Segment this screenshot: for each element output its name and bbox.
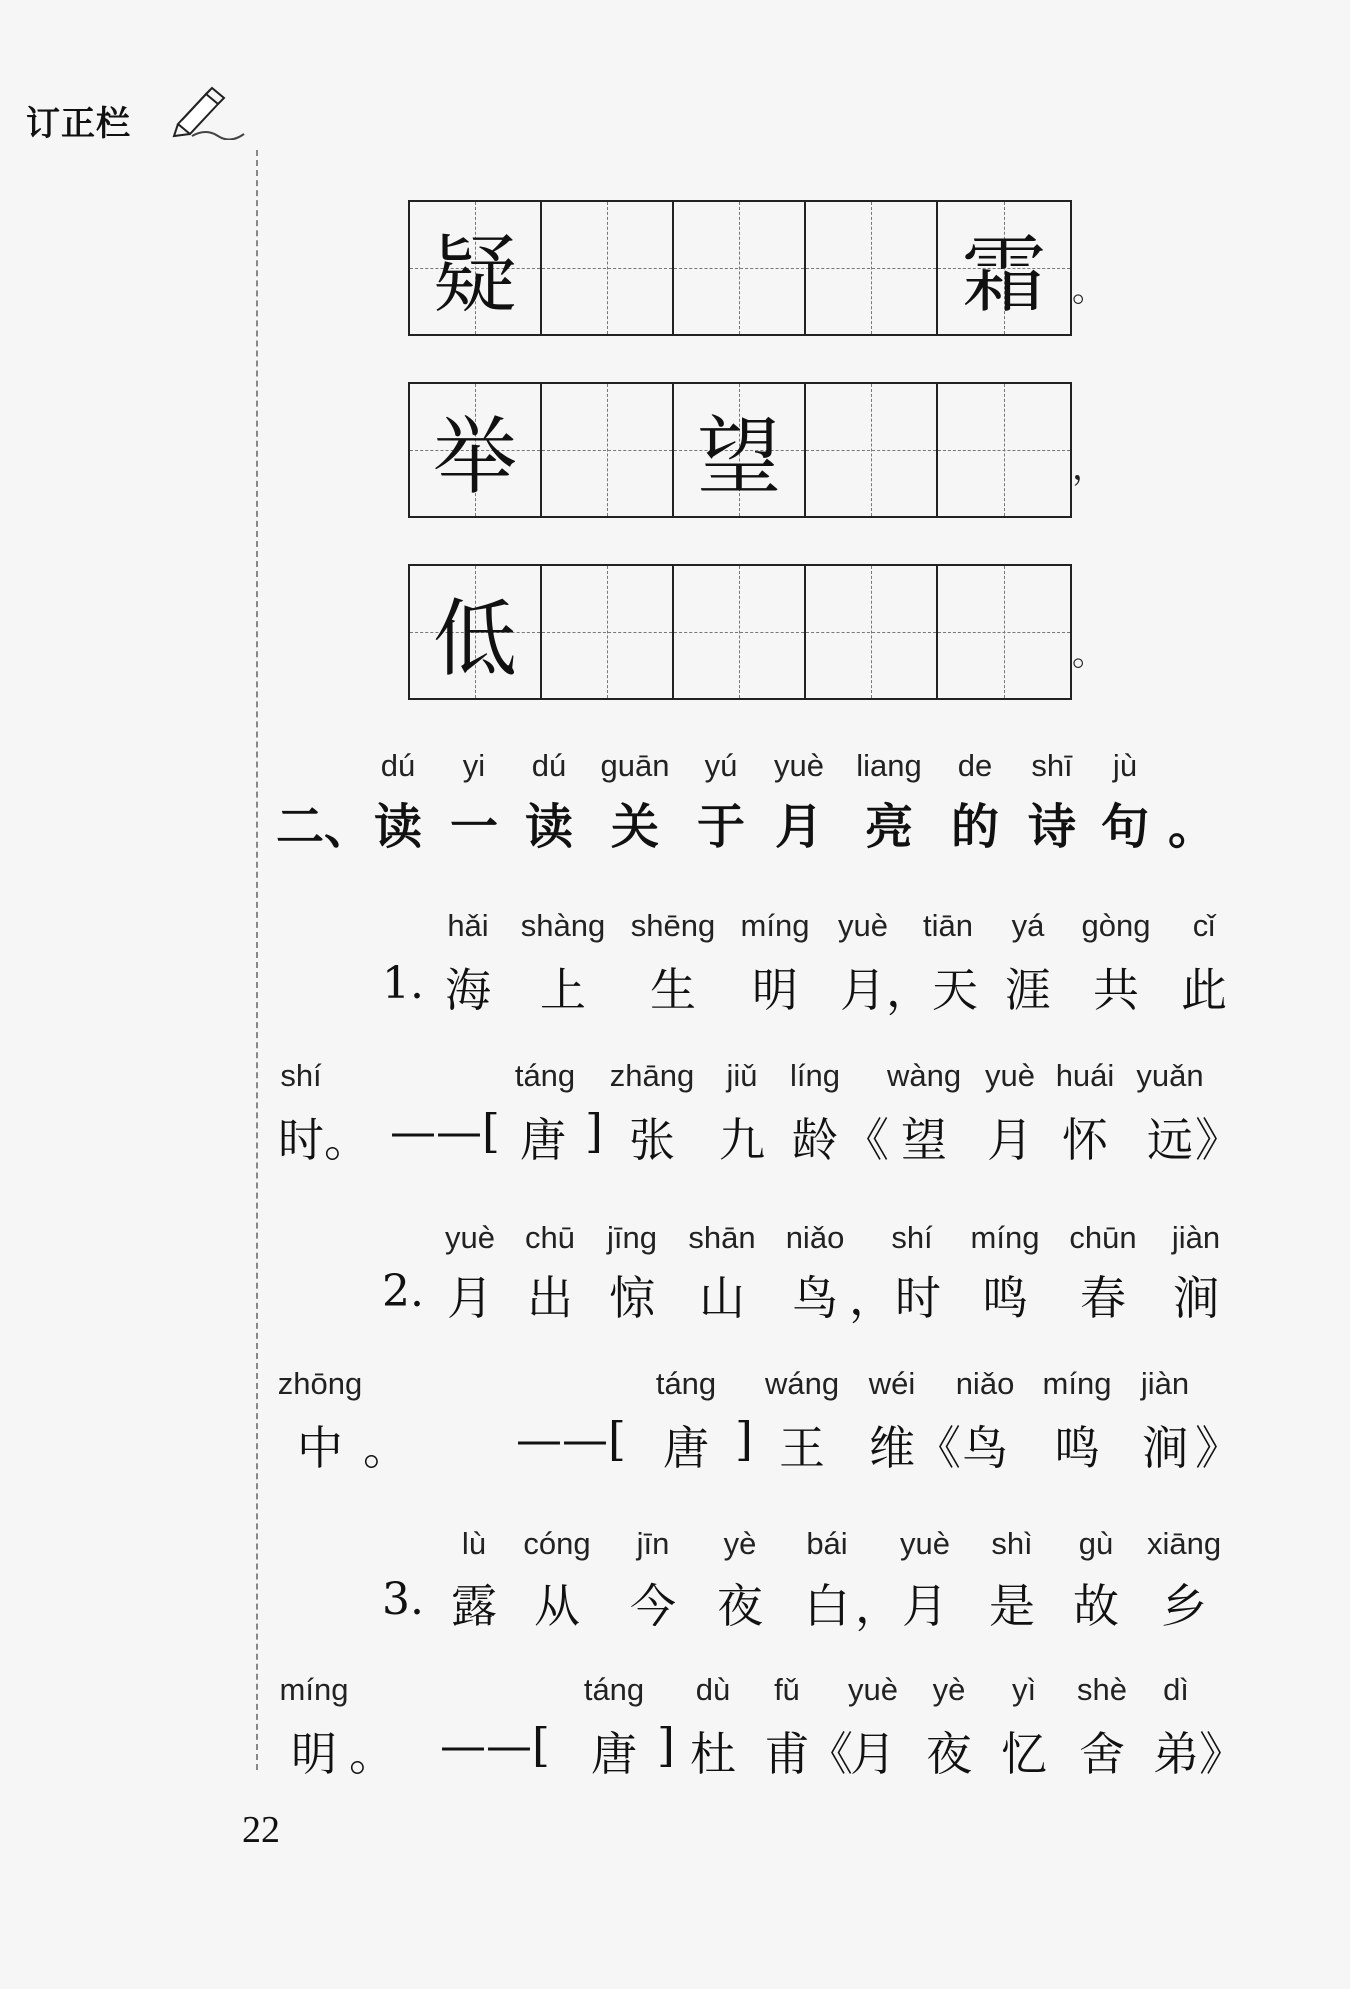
pinyin: jiàn xyxy=(1140,1366,1190,1401)
writing-grid-2 xyxy=(408,382,1072,518)
poem-char: 涧 xyxy=(1173,1271,1219,1325)
pinyin: yuè xyxy=(838,908,888,943)
pinyin: míng xyxy=(279,1672,349,1707)
grid-cell[interactable] xyxy=(542,202,674,334)
grid-punctuation: ， xyxy=(1072,448,1106,488)
pinyin: tiān xyxy=(923,908,973,943)
pinyin: míng xyxy=(970,1220,1040,1255)
title-char: 忆 xyxy=(1001,1727,1047,1781)
author-char: 九 xyxy=(719,1113,765,1167)
pinyin: wàng xyxy=(886,1058,962,1093)
pinyin: yuè xyxy=(985,1058,1035,1093)
pinyin: míng xyxy=(740,908,810,943)
pencil-icon xyxy=(170,80,250,140)
grid-punctuation: 。 xyxy=(1072,634,1106,674)
title-char: 亮 xyxy=(864,799,914,855)
attribution-dash: ——[ xyxy=(390,1104,500,1158)
bracket: 《 xyxy=(915,1421,961,1475)
pinyin: yuǎn xyxy=(1136,1058,1204,1093)
title-char: 舍 xyxy=(1079,1727,1125,1781)
pinyin: yú xyxy=(704,748,738,783)
grid-char xyxy=(674,566,804,698)
poem-char: ，天 xyxy=(886,963,978,1017)
title-char: 望 xyxy=(901,1113,947,1167)
title-char: 鸣 xyxy=(1054,1421,1100,1475)
poem-char: 明 xyxy=(752,963,798,1017)
poem-char: 鸟 xyxy=(792,1271,838,1325)
grid-cell[interactable] xyxy=(410,566,542,698)
pinyin: shān xyxy=(688,1220,756,1255)
title-char: 一 xyxy=(449,799,499,855)
author-char: 王 xyxy=(779,1421,825,1475)
poem-char: 乡 xyxy=(1161,1579,1207,1633)
writing-grid-1 xyxy=(408,200,1072,336)
grid-cell[interactable] xyxy=(410,202,542,334)
pinyin: yuè xyxy=(900,1526,950,1561)
pinyin: dú xyxy=(380,748,416,783)
poem-char: 海 xyxy=(445,963,491,1017)
poem-char: 中 xyxy=(297,1421,343,1475)
bracket: ] xyxy=(735,1412,753,1466)
title-char: 月 xyxy=(850,1727,896,1781)
poem-char: 惊 xyxy=(609,1271,655,1325)
pinyin: bái xyxy=(806,1526,848,1561)
pinyin: fǔ xyxy=(774,1672,800,1707)
poem-char: 月 xyxy=(902,1579,948,1633)
grid-char: 望 xyxy=(696,407,781,506)
poem-char: 从 xyxy=(534,1579,580,1633)
poem-punct: ， xyxy=(855,1579,901,1633)
title-char: 怀 xyxy=(1062,1113,1108,1167)
title-char: 读 xyxy=(524,799,574,855)
pinyin: táng xyxy=(655,1366,717,1401)
pinyin: guān xyxy=(600,748,670,783)
pinyin: huái xyxy=(1055,1058,1115,1093)
pinyin: líng xyxy=(790,1058,840,1093)
pinyin: yè xyxy=(723,1526,757,1561)
pinyin: yì xyxy=(1011,1672,1037,1707)
pinyin: gù xyxy=(1078,1526,1114,1561)
grid-cell[interactable] xyxy=(674,566,806,698)
grid-char xyxy=(542,566,672,698)
dynasty: 唐 xyxy=(591,1727,637,1781)
pinyin: yuè xyxy=(445,1220,495,1255)
bracket: 》 xyxy=(1195,1421,1241,1475)
section-number: 二、 xyxy=(275,799,373,855)
author-char: 甫 xyxy=(764,1727,810,1781)
title-char: 远 xyxy=(1147,1113,1193,1167)
pinyin: shí xyxy=(891,1220,933,1255)
pinyin: dú xyxy=(531,748,567,783)
title-char: 月 xyxy=(987,1113,1033,1167)
poem-char: 此 xyxy=(1181,963,1227,1017)
poem-char: 月 xyxy=(840,963,886,1017)
pinyin: jù xyxy=(1112,748,1138,783)
poem-char: 明 xyxy=(291,1727,337,1781)
grid-cell[interactable] xyxy=(806,202,938,334)
pinyin: niǎo xyxy=(785,1220,845,1255)
poem-number: 2. xyxy=(382,1266,424,1317)
attribution-dash: ——[ xyxy=(516,1412,626,1466)
pinyin: zhāng xyxy=(609,1058,695,1093)
title-char: 弟 xyxy=(1153,1727,1199,1781)
grid-cell[interactable] xyxy=(806,384,938,516)
bracket: 》 xyxy=(1199,1727,1245,1781)
pinyin: shè xyxy=(1077,1672,1127,1707)
pinyin: yè xyxy=(932,1672,966,1707)
pinyin: yá xyxy=(1011,908,1045,943)
grid-char xyxy=(938,566,1070,698)
pinyin: shí xyxy=(280,1058,322,1093)
grid-cell[interactable] xyxy=(542,566,674,698)
poem-char: 月 xyxy=(447,1271,493,1325)
pinyin: xiāng xyxy=(1146,1526,1222,1561)
grid-cell[interactable] xyxy=(806,566,938,698)
bracket: 《 xyxy=(843,1113,889,1167)
grid-char: 举 xyxy=(432,407,517,506)
pinyin: cóng xyxy=(523,1526,591,1561)
grid-cell[interactable] xyxy=(542,384,674,516)
poem-char: 涯 xyxy=(1005,963,1051,1017)
pinyin: yuè xyxy=(774,748,824,783)
pinyin: shì xyxy=(991,1526,1033,1561)
title-char: 夜 xyxy=(926,1727,972,1781)
bracket: 《 xyxy=(807,1727,853,1781)
title-char: 月 xyxy=(774,799,824,855)
pinyin: hǎi xyxy=(447,908,489,943)
grid-char xyxy=(542,202,672,334)
grid-char xyxy=(806,384,936,516)
grid-cell[interactable] xyxy=(410,384,542,516)
dynasty: 唐 xyxy=(520,1113,566,1167)
grid-char xyxy=(542,384,672,516)
poem-char: 共 xyxy=(1093,963,1139,1017)
poem-char: 故 xyxy=(1073,1579,1119,1633)
grid-cell[interactable] xyxy=(938,384,1070,516)
title-char: 读 xyxy=(373,799,423,855)
title-char: 。 xyxy=(1167,799,1217,855)
poem-char: 生 xyxy=(650,963,696,1017)
grid-char: 霜 xyxy=(961,225,1046,324)
pinyin: táng xyxy=(514,1058,576,1093)
title-char: 的 xyxy=(950,799,1000,855)
grid-cell[interactable] xyxy=(674,384,806,516)
poem-char: 出 xyxy=(527,1271,573,1325)
poem-number: 1. xyxy=(382,958,424,1009)
pinyin: jīn xyxy=(636,1526,670,1561)
author-char: 龄 xyxy=(792,1113,838,1167)
title-char: 鸟 xyxy=(962,1421,1008,1475)
writing-grid-3 xyxy=(408,564,1072,700)
poem-number: 3. xyxy=(382,1574,424,1625)
pinyin: lù xyxy=(461,1526,487,1561)
poem-char: 上 xyxy=(540,963,586,1017)
bracket: ] xyxy=(585,1104,603,1158)
pinyin: liang xyxy=(856,748,922,783)
pinyin: chū xyxy=(525,1220,575,1255)
grid-cell[interactable] xyxy=(674,202,806,334)
author-char: 杜 xyxy=(690,1727,736,1781)
title-char: 于 xyxy=(696,799,746,855)
pinyin: yuè xyxy=(848,1672,898,1707)
pinyin: gòng xyxy=(1081,908,1151,943)
pinyin: dù xyxy=(695,1672,731,1707)
bracket: 》 xyxy=(1195,1113,1241,1167)
pinyin: táng xyxy=(583,1672,645,1707)
poem-punct: 。 xyxy=(363,1421,409,1475)
pinyin: shàng xyxy=(520,908,606,943)
pinyin: míng xyxy=(1042,1366,1112,1401)
dynasty: 唐 xyxy=(663,1421,709,1475)
attribution-dash: ——[ xyxy=(440,1718,550,1772)
pinyin: jīng xyxy=(607,1220,657,1255)
title-char: 涧 xyxy=(1142,1421,1188,1475)
poem-punct: 。 xyxy=(349,1727,395,1781)
grid-char: 疑 xyxy=(432,225,517,324)
grid-char xyxy=(806,566,936,698)
pinyin: yi xyxy=(462,748,486,783)
pinyin: wéi xyxy=(868,1366,916,1401)
pinyin: jiǔ xyxy=(726,1058,758,1093)
poem-char: 时。 xyxy=(278,1113,370,1167)
poem-char: 春 xyxy=(1080,1271,1126,1325)
grid-char xyxy=(806,202,936,334)
pinyin: de xyxy=(957,748,993,783)
pinyin: dì xyxy=(1163,1672,1189,1707)
grid-cell[interactable] xyxy=(938,202,1070,334)
pinyin: zhōng xyxy=(277,1366,363,1401)
grid-punctuation: 。 xyxy=(1072,270,1106,310)
grid-cell[interactable] xyxy=(938,566,1070,698)
grid-char xyxy=(938,384,1070,516)
pinyin: shēng xyxy=(630,908,716,943)
author-char: 维 xyxy=(869,1421,915,1475)
pinyin: niǎo xyxy=(955,1366,1015,1401)
poem-char: 是 xyxy=(989,1579,1035,1633)
author-char: 张 xyxy=(629,1113,675,1167)
poem-char: 鸣 xyxy=(982,1271,1028,1325)
poem-char: 夜 xyxy=(717,1579,763,1633)
poem-char: ，时 xyxy=(849,1271,941,1325)
bracket: ] xyxy=(657,1718,675,1772)
pinyin: cǐ xyxy=(1192,908,1216,943)
correction-column-label: 订正栏 xyxy=(26,104,131,144)
page-number: 22 xyxy=(242,1809,280,1851)
title-char: 关 xyxy=(610,799,660,855)
pinyin: jiàn xyxy=(1171,1220,1221,1255)
pinyin: shī xyxy=(1031,748,1073,783)
pinyin: chūn xyxy=(1069,1220,1137,1255)
poem-char: 白 xyxy=(804,1579,850,1633)
pinyin: wáng xyxy=(764,1366,840,1401)
title-char: 诗 xyxy=(1027,799,1077,855)
poem-char: 露 xyxy=(451,1579,497,1633)
margin-divider xyxy=(256,150,258,1770)
title-char: 句 xyxy=(1100,799,1150,855)
poem-char: 今 xyxy=(630,1579,676,1633)
grid-char: 低 xyxy=(432,589,517,688)
grid-char xyxy=(674,202,804,334)
poem-char: 山 xyxy=(699,1271,745,1325)
